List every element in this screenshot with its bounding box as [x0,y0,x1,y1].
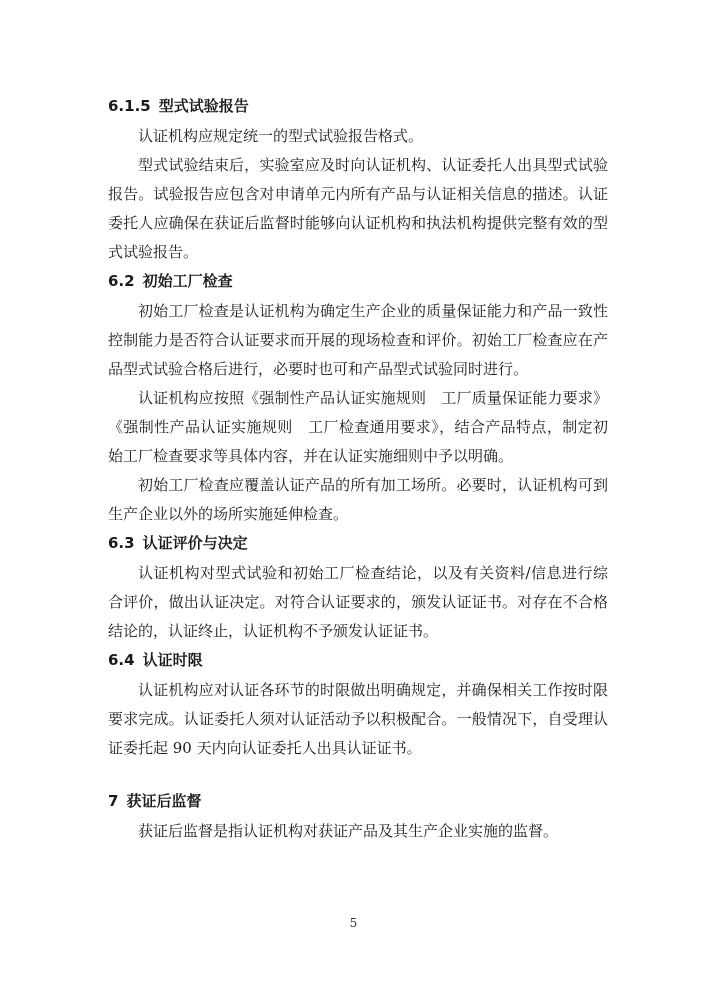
paragraph: 认证机构应对认证各环节的时限做出明确规定，并确保相关工作按时限要求完成。认证委托人须对认证活动予以积极配合。一般情况下，自受理认证委托起 90 天内向认证委托人出具认证证书。 [108,681,608,757]
paragraph: 认证机构对型式试验和初始工厂检查结论，以及有关资料/信息进行综合评价，做出认证决定。对符合认证要求的，颁发认证证书。对存在不合格结论的，认证终止，认证机构不予颁发认证证书。 [108,564,608,640]
page-number: 5 [349,916,358,930]
section-title: 认证时限 [142,651,203,669]
section-title: 初始工厂检查 [142,272,233,290]
paragraph: 获证后监督是指认证机构对获证产品及其生产企业实施的监督。 [138,822,559,840]
document-page [108,92,608,846]
section-number: 6.3 [108,534,135,552]
paragraph: 初始工厂检查是认证机构为确定生产企业的质量保证能力和产品一致性控制能力是否符合认证要求而开展的现场检查和评价。初始工厂检查应在产品型式试验合格后进行，必要时也可和产品型式试验同时进行。 [108,302,608,378]
section-gap [108,763,608,787]
paragraph: 初始工厂检查应覆盖认证产品的所有加工场所。必要时，认证机构可到生产企业以外的场所实施延伸检查。 [108,476,608,523]
section-heading-6-4 [108,646,608,676]
section-number: 6.4 [108,651,135,669]
section-heading-6-3 [108,529,608,559]
paragraph: 型式试验结束后，实验室应及时向认证机构、认证委托人出具型式试验报告。试验报告应包含对申请单元内所有产品与认证相关信息的描述。认证委托人应确保在获证后监督时能够向认证机构和执法机构提供完整有效的型式试验报告。 [108,156,608,261]
paragraph: 认证机构应规定统一的型式试验报告格式。 [138,127,424,145]
section-number: 7 [108,792,119,810]
section-title: 认证评价与决定 [142,534,248,552]
section-title: 获证后监督 [126,792,202,810]
section-heading-7 [108,787,608,817]
section-heading-6-2 [108,267,608,297]
section-number: 6.1.5 [108,97,151,115]
section-title: 型式试验报告 [158,97,249,115]
section-heading-6-1-5 [108,92,608,122]
section-number: 6.2 [108,272,135,290]
paragraph: 认证机构应按照《强制性产品认证实施规则 工厂质量保证能力要求》《强制性产品认证实施规则 工厂检查通用要求》，结合产品特点，制定初始工厂检查要求等具体内容，并在认证实施细则中予以明确。 [108,389,608,465]
